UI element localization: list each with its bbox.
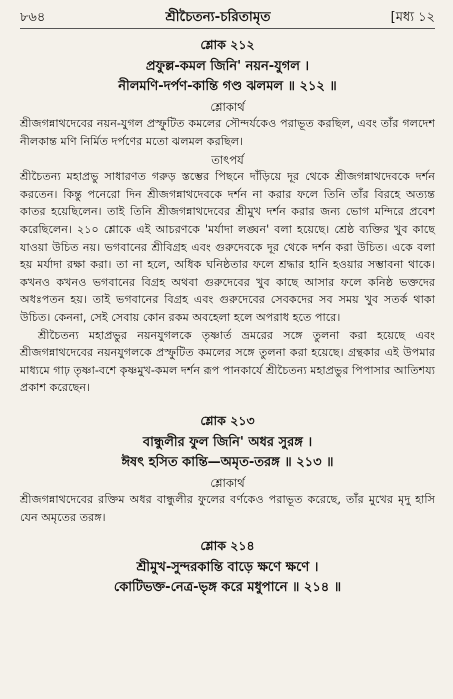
- verse-212-purport-label: তাৎপর্য: [211, 153, 244, 168]
- verse-213-line-2: ঈষৎ হসিত কান্তি—অমৃত-তরঙ্গ ॥ ২১৩ ॥: [121, 454, 334, 470]
- page-header: [20, 6, 435, 29]
- verse-213-number: শ্লোক ২১৩: [200, 412, 255, 428]
- verse-213-line-1: বান্ধুলীর ফুল জিনি' অধর সুরঙ্গ ।: [142, 434, 313, 450]
- verse-214-line-1: শ্রীমুখ-সুন্দরকান্তি বাড়ে ক্ষণে ক্ষণে ।: [136, 560, 319, 576]
- verse-212-purport-paragraph-1: শ্রীচৈতন্য মহাপ্রভু সাধারণত গরুড় স্তম্ভের পিছনে দাঁড়িয়ে দূর থেকে শ্রীজগন্নাথদেবকে দর্শন করতেন। কিন্তু পনেরো দিন শ্রীজগন্নাথদেবকে দর্শন না করার ফলে তিনি তাঁর বিরহে অত্যন্ত কাতর হয়েছিলেন। তাই তিনি শ্রীজগন্নাথদেবের শ্রীমুখ দর্শন করার জন্য ভোগ মন্দিরে প্রবেশ করেছিলেন। ২১০ শ্লোকে এই আচরণকে 'মর্যাদা লঙ্ঘন' বলা হয়েছে। শ্রেষ্ঠ ব্যক্তির খুব কাছে যাওয়া উচিত নয়। ভগবানের শ্রীবিগ্রহ এবং গুরুদেবকে দূর থেকে দর্শন করা উচিত। একে বলা হয় মর্যাদা রক্ষা করা। তা না হলে, অধিক ঘনিষ্ঠতার ফলে শ্রদ্ধার হানি হওয়ার সম্ভাবনা থাকে। কখনও কখনও ভগবানের বিগ্রহ অথবা গুরুদেবের খুব কাছে আসার ফলে কনিষ্ঠ ভক্তদের অধঃপতন হয়। তাই ভগবানের বিগ্রহ এবং গুরুদেবের সেবকদের সব সময় খুব সতর্ক থাকা উচিত। কেননা, সেই সেবায় কোন রকম অবহেলা হলে অপরাধ হতে পারে।: [20, 170, 435, 324]
- verse-214-number: শ্লোক ২১৪: [200, 538, 255, 554]
- verse-212-line-1: প্রফুল্ল-কমল জিনি' নয়ন-যুগল ।: [145, 59, 310, 74]
- verse-212-translation: শ্রীজগন্নাথদেবের নয়ন-যুগল প্রস্ফুটিত কমলের সৌন্দর্যকেও পরাভূত করছিল, এবং তাঁর গলদেশ নীলকান্ত মণি নির্মিত দর্পণের মতো ঝলমল করছিল।: [20, 117, 435, 148]
- verse-213-translation-label: শ্লোকার্থ: [210, 475, 245, 490]
- verse-212-number: শ্লোক ২১২: [200, 37, 255, 52]
- book-title: শ্রীচৈতন্য-চরিতামৃত: [165, 9, 271, 25]
- chapter-label: [মধ্য ১২: [390, 10, 435, 25]
- page-number: ৮৬৪: [20, 10, 46, 25]
- verse-212-translation-label: শ্লোকার্থ: [210, 100, 245, 114]
- verse-213-translation: শ্রীজগন্নাথদেবের রক্তিম অধর বান্ধুলীর ফুলের বর্ণকেও পরাভূত করেছে, তাঁর মুখের মৃদু হাসি যেন অমৃতের তরঙ্গ।: [20, 492, 435, 524]
- verse-214-line-2: কোটিভক্ত-নেত্র-ভৃঙ্গ করে মধুপানে ॥ ২১৪ ॥: [113, 580, 342, 596]
- verse-212-purport-paragraph-2: শ্রীচৈতন্য মহাপ্রভুর নয়নযুগলকে তৃষ্ণার্ত ভ্রমরের সঙ্গে তুলনা করা হয়েছে এবং শ্রীজগন্নাথদেবের নয়নযুগলকে প্রস্ফুটিত কমলের সঙ্গে তুলনা করা হয়েছে। গ্রন্থকার এই উপমার মাধ্যমে গাঢ় তৃষ্ণা-বশে কৃষ্ণমুখ-কমল দর্শন রূপ পানকার্যে শ্রীচৈতন্য মহাপ্রভুর পিপাসার আতিশয্য প্রকাশ করেছেন।: [20, 328, 435, 395]
- verse-212-line-2: নীলমণি-দর্পণ-কান্তি গণ্ড ঝলমল ॥ ২১২ ॥: [118, 79, 337, 94]
